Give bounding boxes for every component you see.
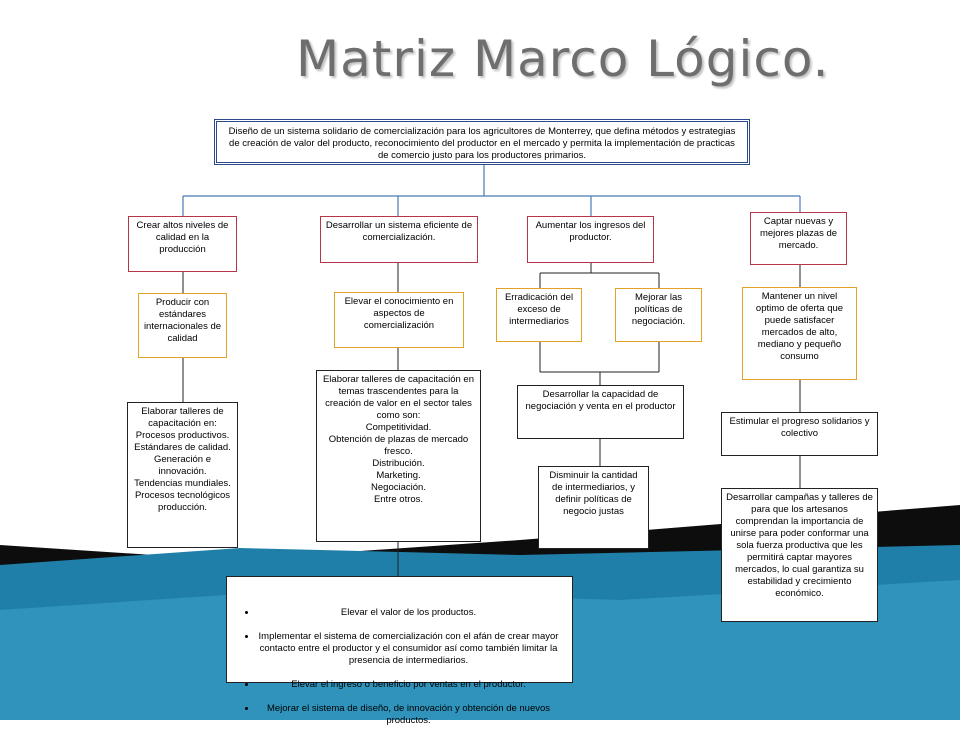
activity-negotiation-capacity: Desarrollar la capacidad de negociación y venta en el productor — [517, 385, 684, 439]
outcome-item: • Elevar el ingreso o beneficio por ventas en el productor. — [257, 679, 560, 691]
objective-quality: Crear altos niveles de calidad en la producción — [128, 216, 237, 272]
result-knowledge: Elevar el conocimiento en aspectos de comercialización — [334, 292, 464, 348]
activity-solidarity-progress: Estimular el progreso solidarios y colectivo — [721, 412, 878, 456]
page-title: Matriz Marco Lógico. — [296, 30, 830, 88]
outcomes-box — [226, 576, 573, 726]
result-standards: Producir con estándares internacionales de calidad — [138, 293, 227, 358]
outcome-item: • Mejorar el sistema de diseño, de innovación y obtención de nuevos productos. — [257, 703, 560, 727]
result-negotiation: Mejorar las políticas de negociación. — [615, 288, 702, 342]
objective-income: Aumentar los ingresos del productor. — [527, 216, 654, 263]
outcome-item: • Elevar el valor de los productos. — [257, 607, 560, 619]
result-intermediaries: Erradicación del exceso de intermediarios — [496, 288, 582, 342]
objective-markets: Captar nuevas y mejores plazas de mercado. — [750, 212, 847, 265]
outcomes-list — [231, 595, 568, 739]
activity-training-value: Elaborar talleres de capacitación en temas trascendentes para la creación de valor en el sector tales como son: Competitividad. Obtención de plazas de mercado fresco. Distribución. Marketing. Negociación. Entre otros. — [316, 370, 481, 542]
activity-reduce-intermediaries: Disminuir la cantidad de intermediarios, y definir políticas de negocio justas — [538, 466, 649, 549]
activity-artisan-campaigns: Desarrollar campañas y talleres de para que los artesanos comprendan la importancia de unirse para poder conformar una sola fuerza productiva que les permitirá captar mayores mercados, lo cual garantiza su estabilidad y crecimiento económico. — [721, 488, 878, 622]
goal-box: Diseño de un sistema solidario de comercialización para los agricultores de Monterrey, que defina métodos y estrategias de creación de valor del producto, reconocimiento del productor en el mercado y permita la implementación de practicas de comercio justo para los productores primarios. — [214, 119, 750, 165]
objective-commercialization: Desarrollar un sistema eficiente de comercialización. — [320, 216, 478, 263]
activity-training-quality: Elaborar talleres de capacitación en: Procesos productivos. Estándares de calidad. Generación e innovación. Tendencias mundiales. Procesos tecnológicos producción. — [127, 402, 238, 548]
outcome-item: • Implementar el sistema de comercialización con el afán de crear mayor contacto entre el productor y el consumidor así como también limitar la presencia de intermediarios. — [257, 631, 560, 667]
result-supply: Mantener un nivel optimo de oferta que puede satisfacer mercados de alto, mediano y pequeño consumo — [742, 287, 857, 380]
